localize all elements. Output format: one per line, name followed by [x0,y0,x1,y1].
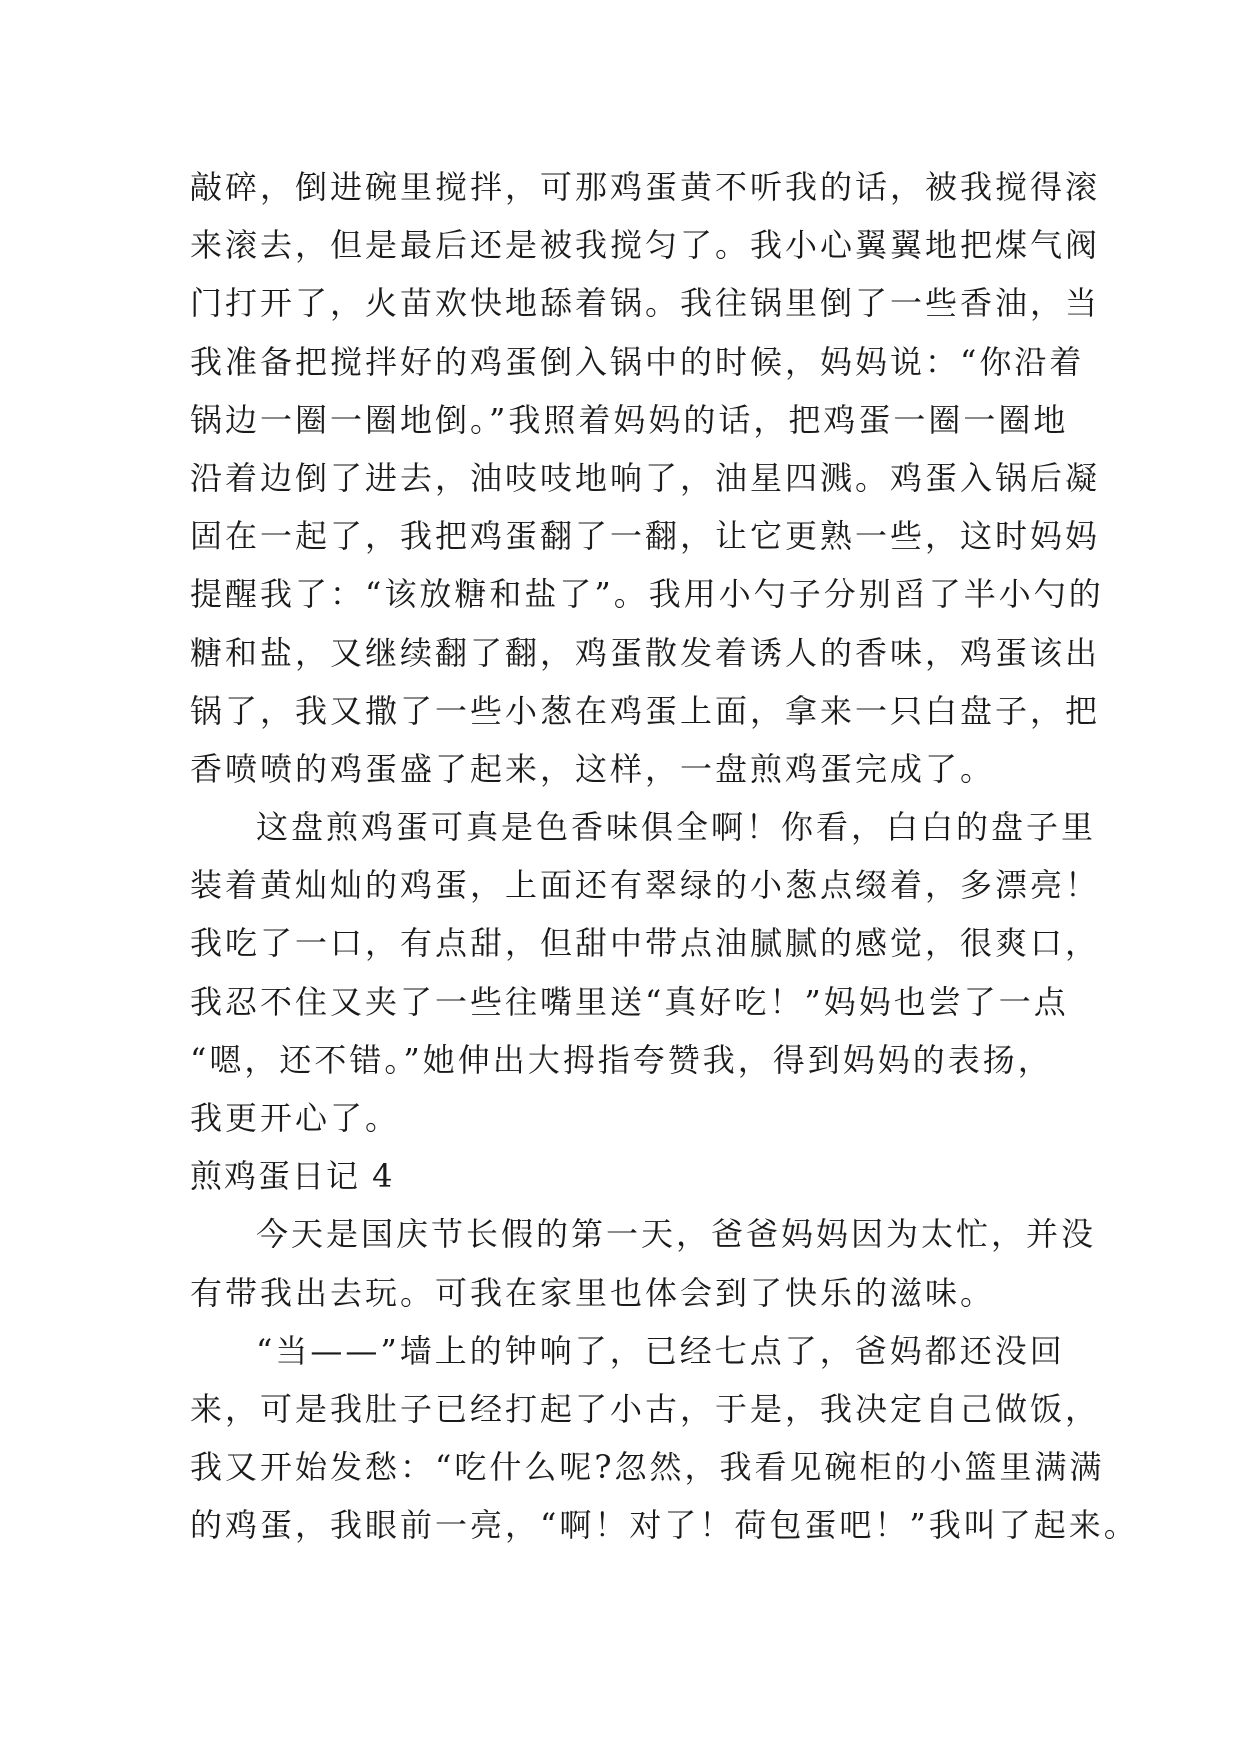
text-line: 锅了，我又撒了一些小葱在鸡蛋上面，拿来一只白盘子，把 [190,691,1101,730]
text-line: 提醒我了：“该放糖和盐了”。我用小勺子分别舀了半小勺的 [190,575,1104,614]
text-line: 装着黄灿灿的鸡蛋，上面还有翠绿的小葱点缀着，多漂亮！ [190,866,1101,905]
text-line: 敲碎，倒进碗里搅拌，可那鸡蛋黄不听我的话，被我搅得滚 [190,168,1101,206]
text-line: 锅边一圈一圈地倒。”我照着妈妈的话，把鸡蛋一圈一圈地 [190,400,1069,439]
text-line: “嗯，还不错。”她伸出大拇指夸赞我，得到妈妈的表扬， [190,1040,1053,1079]
paragraph-first-line: 今天是国庆节长假的第一天，爸爸妈妈因为太忙，并没 [256,1215,1097,1254]
text-line: 我吃了一口，有点甜，但甜中带点油腻腻的感觉，很爽口， [190,924,1101,963]
text-line: 的鸡蛋，我眼前一亮，“啊！对了！荷包蛋吧！”我叫了起来。 [190,1506,1139,1545]
text-line: 我准备把搅拌好的鸡蛋倒入锅中的时候，妈妈说：“你沿着 [190,342,1085,381]
text-line: 我忍不住又夹了一些往嘴里送“真好吃！”妈妈也尝了一点 [190,982,1069,1021]
section-heading: 煎鸡蛋日记 4 [190,1157,395,1196]
text-line: 门打开了，火苗欢快地舔着锅。我往锅里倒了一些香油，当 [190,284,1101,323]
text-line: 有带我出去玩。可我在家里也体会到了快乐的滋味。 [190,1273,996,1312]
paragraph-first-line: “当——”墙上的钟响了，已经七点了，爸妈都还没回 [256,1331,1065,1370]
paragraph-first-line: 这盘煎鸡蛋可真是色香味俱全啊！你看，白白的盘子里 [256,808,1097,847]
text-line: 沿着边倒了进去，油吱吱地响了，油星四溅。鸡蛋入锅后凝 [190,458,1101,497]
text-line: 来，可是我肚子已经打起了小古，于是，我决定自己做饭， [190,1389,1101,1428]
document-body [190,158,1139,1555]
text-line: 香喷喷的鸡蛋盛了起来，这样，一盘煎鸡蛋完成了。 [190,749,996,788]
text-line: 我更开心了。 [190,1099,401,1137]
text-line: 我又开始发愁：“吃什么呢?忽然，我看见碗柜的小篮里满满 [190,1448,1105,1487]
text-line: 来滚去，但是最后还是被我搅匀了。我小心翼翼地把煤气阀 [190,226,1101,265]
text-line: 糖和盐，又继续翻了翻，鸡蛋散发着诱人的香味，鸡蛋该出 [190,633,1101,672]
text-line: 固在一起了，我把鸡蛋翻了一翻，让它更熟一些，这时妈妈 [190,517,1101,556]
